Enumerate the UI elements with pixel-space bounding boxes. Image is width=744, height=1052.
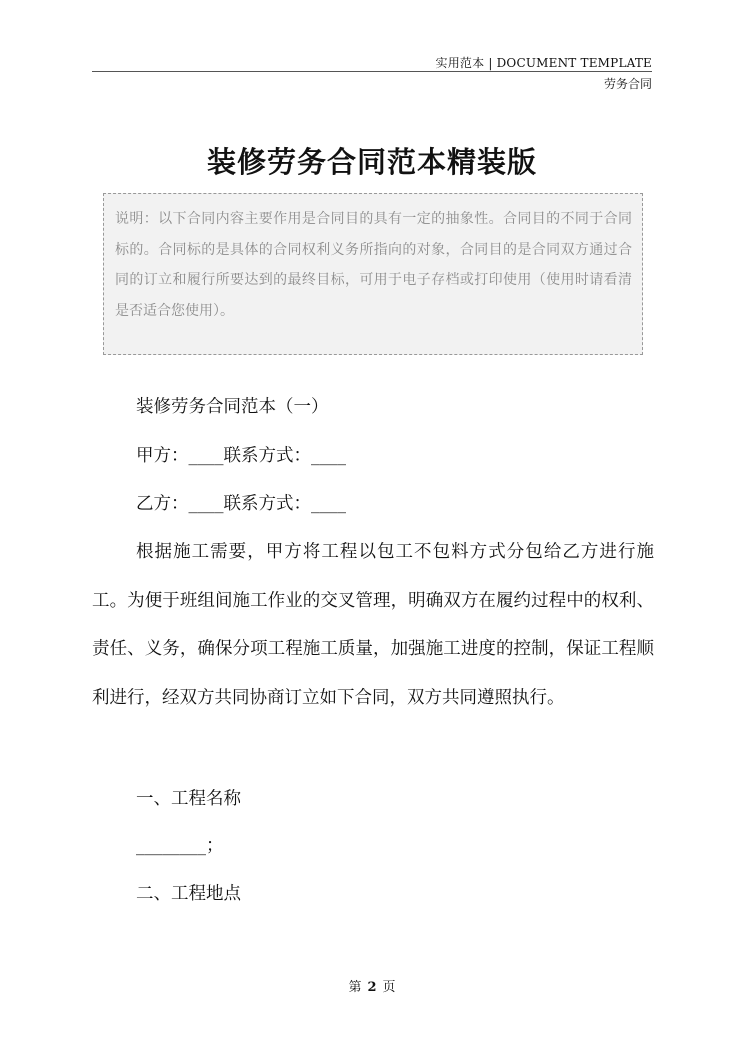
section-project-location: 二、工程地点 (136, 884, 241, 904)
note-box (103, 193, 643, 355)
header-template-label: 实用范本 | DOCUMENT TEMPLATE (435, 56, 652, 70)
party-a-line: 甲方：____联系方式：____ (136, 446, 346, 466)
project-name-blank: ________； (136, 836, 224, 856)
page-number: 2 (367, 980, 377, 995)
document-title: 装修劳务合同范本精装版 (206, 145, 537, 179)
intro-paragraph: 根据施工需要，甲方将工程以包工不包料方式分包给乙方进行施工。为便于班组间施工作业的交叉管理，明确双方在履约过程中的权利、责任、义务，确保分项工程施工质量，加强施工进度的控制，保证工程顺利进行，经双方共同协商订立如下合同，双方共同遵照执行。 (92, 542, 654, 708)
footer-suffix: 页 (382, 980, 396, 995)
header-divider (92, 71, 652, 72)
contract-heading: 装修劳务合同范本（一） (136, 397, 329, 417)
note-text: 说明：以下合同内容主要作用是合同目的具有一定的抽象性。合同目的不同于合同标的。合同标的是具体的合同权利义务所指向的对象，合同目的是合同双方通过合同的订立和履行所要达到的最终目标，可用于电子存档或打印使用（使用时请看清是否适合您使用）。 (115, 211, 632, 319)
party-b-line: 乙方：____联系方式：____ (136, 494, 346, 514)
page-footer (0, 976, 744, 995)
section-project-name: 一、工程名称 (136, 789, 241, 809)
header-category: 劳务合同 (603, 77, 652, 91)
footer-prefix: 第 (348, 980, 362, 995)
